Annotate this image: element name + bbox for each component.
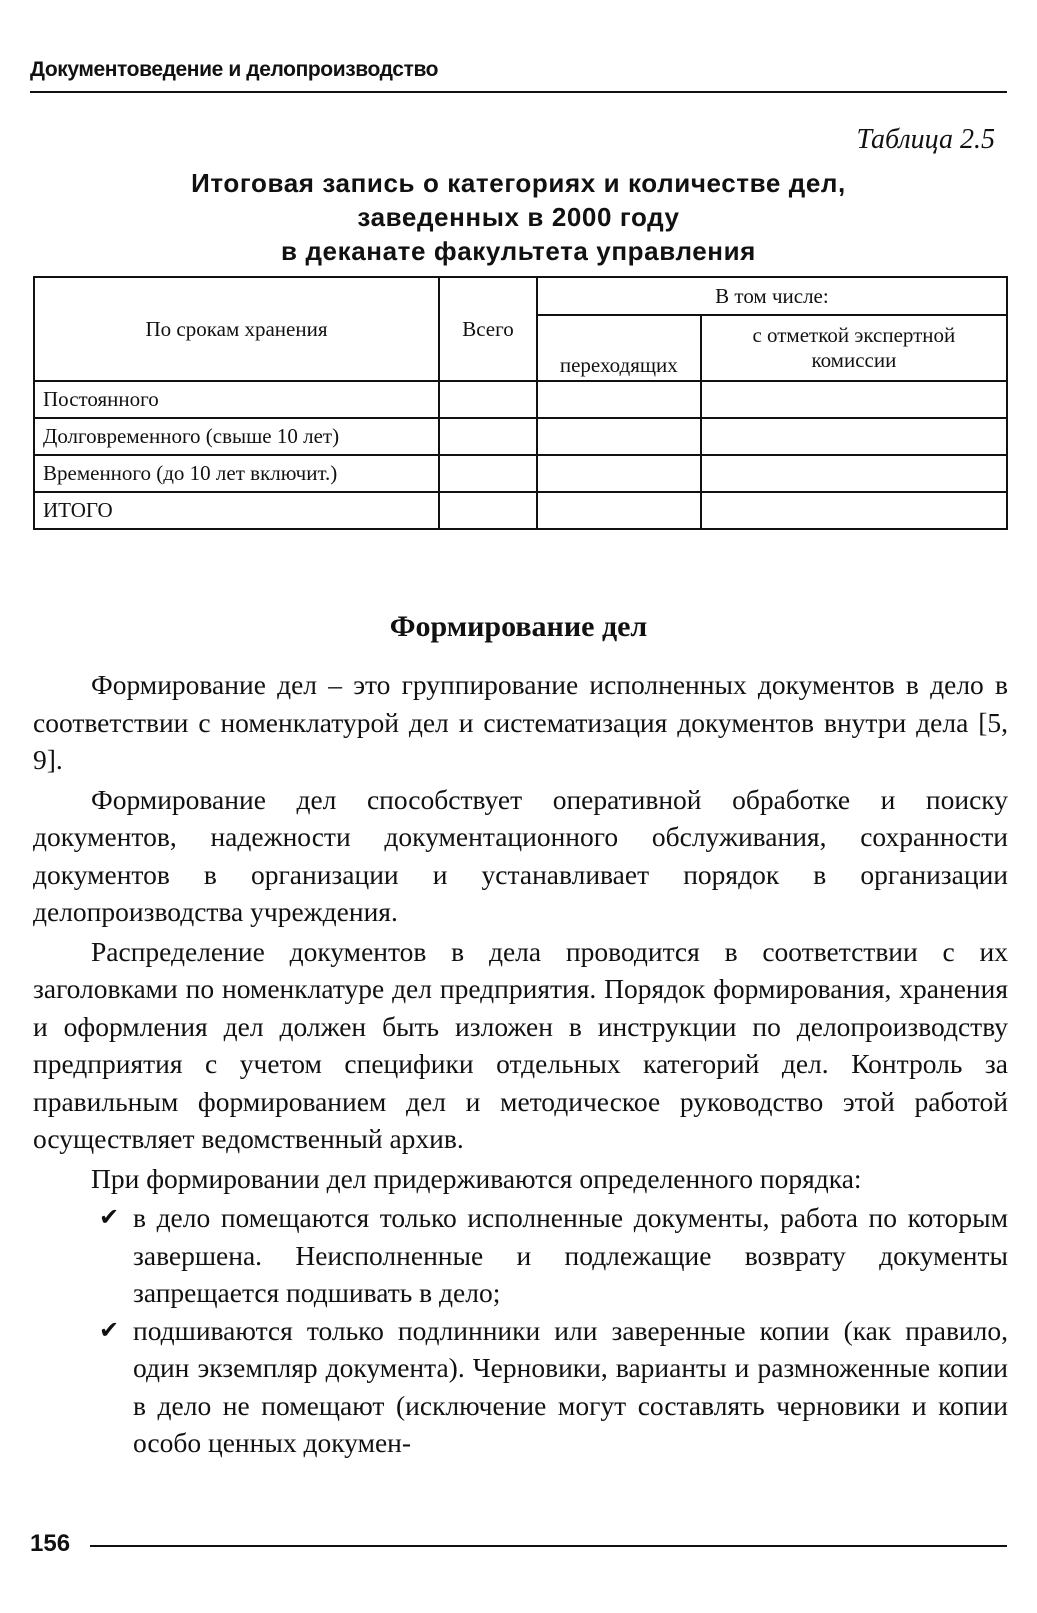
list-item [99,1199,1008,1312]
cell-transitional [537,492,701,529]
list-item [99,1312,1008,1462]
checklist [33,1199,1008,1462]
table-row [34,418,1007,455]
cell-expert [701,455,1007,492]
row-label: Долговременного (свыше 10 лет) [34,418,439,455]
body-text [33,666,1008,1462]
row-label: Постоянного [34,381,439,418]
table-title-line: Итоговая запись о категориях и количестве дел, [191,168,846,198]
paragraph: Формирование дел способствует оперативной обработке и поиску документов, надежности документационного обслуживания, сохранности документов в организации и устанавливает порядок в организации делопроизводства учреждения. [33,783,1008,927]
page-number: 156 [30,1530,71,1557]
header-transitional: переходящих [537,315,701,381]
cell-transitional [537,455,701,492]
summary-table [33,276,1008,530]
cell-expert [701,418,1007,455]
header-total: Всего [439,277,537,381]
table-title-line: заведенных в 2000 году [357,202,680,232]
table-title-line: в деканате факультета управления [281,236,756,266]
header-including: В том числе: [537,277,1007,315]
list-item-text: в дело помещаются только исполненные документы, работа по которым завершена. Неисполненные и подлежащие возврату документы запрещается подшивать в дело; [133,1202,1008,1308]
table-title [60,166,977,268]
row-label: ИТОГО [34,492,439,529]
cell-total [439,381,537,418]
header-expert-mark: с отметкой экспертной комиссии [701,315,1007,381]
table-row [34,455,1007,492]
checkmark-icon: ✔ [99,1203,120,1231]
paragraph: При формировании дел придерживаются определенного порядка: [91,1162,862,1194]
cell-transitional [537,381,701,418]
cell-total [439,455,537,492]
section-heading: Формирование дел [389,610,648,643]
table-row [34,492,1007,529]
table-number: Таблица 2.5 [856,124,995,155]
paragraph: Формирование дел – это группирование исполненных документов в дело в соответствии с номенклатурой дел и систематизация документов внутри дела [5, 9]. [33,669,1008,775]
list-item-text: подшиваются только подлинники или заверенные копии (как правило, один экземпляр документа). Черновики, варианты и размноженные копии в дело не помещают (исключение могут составлять черновики и копии особо ценных докумен- [133,1314,1008,1458]
header-rule [30,91,1007,93]
table-row [34,381,1007,418]
cell-expert [701,492,1007,529]
checkmark-icon: ✔ [99,1315,120,1344]
cell-transitional [537,418,701,455]
cell-expert [701,381,1007,418]
row-label: Временного (до 10 лет включит.) [34,455,439,492]
paragraph: Распределение документов в дела проводится в соответствии с их заголовками по номенклатуре дел предприятия. Порядок формирования, хранения и оформления дел должен быть изложен в инструкции по делопроизводству предприятия с учетом специфики отдельных категорий дел. Контроль за правильным формированием дел и методическое руководство этой работой осуществляет ведомственный архив. [33,935,1008,1154]
running-head: Документоведение и делопроизводство [30,58,439,81]
cell-total [439,418,537,455]
cell-total [439,492,537,529]
header-retention-period: По срокам хранения [34,277,439,381]
footer-rule [90,1545,1007,1547]
